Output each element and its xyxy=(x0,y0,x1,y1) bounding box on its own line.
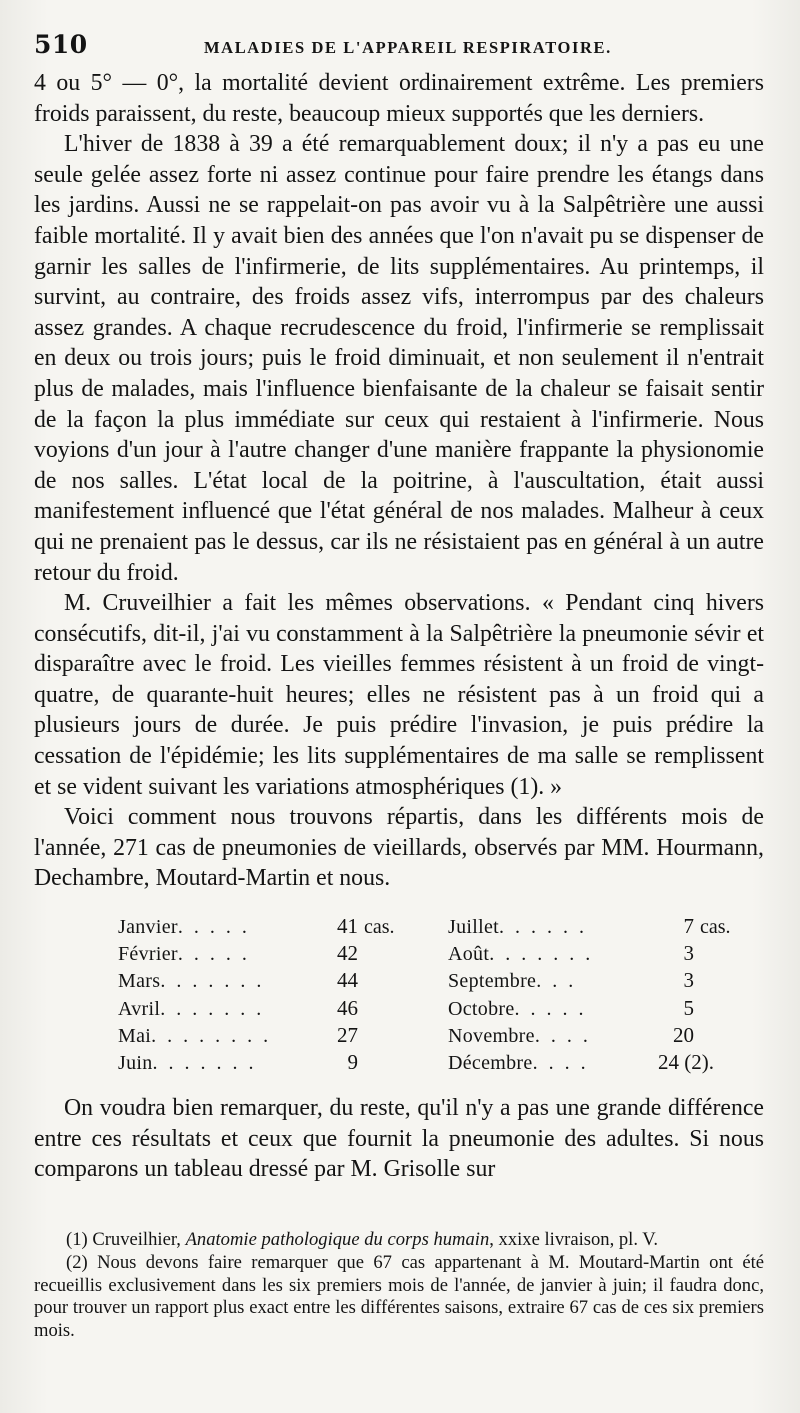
case-unit: cas. xyxy=(364,916,395,939)
page-header xyxy=(34,30,764,64)
leader-dots: . . . . . . xyxy=(499,916,587,939)
leader-dots: . . . . . xyxy=(514,997,587,1020)
leader-dots: . . . . . . . xyxy=(152,1051,257,1074)
leader-dots: . . . . xyxy=(534,1024,591,1047)
case-count: 44 xyxy=(337,968,358,993)
month-label: Septembre xyxy=(448,970,537,993)
footnote-1-rest: , xxixe livraison, pl. V. xyxy=(489,1228,658,1250)
case-count: 46 xyxy=(337,995,358,1020)
case-count: 9 xyxy=(347,1049,358,1074)
table-row xyxy=(118,1050,448,1077)
table-row xyxy=(448,1050,731,1077)
paragraph-comparison: On voudra bien remarquer, du reste, qu'il n'y a pas une grande différence entre ces résultats et ceux que fournit la pneumonie des adultes. Si nous comparons un tableau dressé par M. Grisolle sur xyxy=(34,1095,764,1183)
month-label: Juillet xyxy=(448,916,499,939)
month-label: Mars xyxy=(118,970,161,993)
leader-dots: . . . . . . . . xyxy=(151,1024,272,1047)
month-label: Avril xyxy=(118,997,161,1020)
month-label: Mai xyxy=(118,1024,152,1047)
month-label: Janvier xyxy=(118,916,178,939)
month-label: Octobre xyxy=(448,997,515,1020)
leader-dots: . . . . . xyxy=(177,943,250,966)
footnote-2: (2) Nous devons faire remarquer que 67 cas appartenant à M. Moutard-Martin ont été recueillis exclusivement dans les six premiers mois de l'année, de janvier à juin; il faudra donc, pour trouver un rapport plus exact entre les différentes saisons, extraire 67 cas de ces six premiers mois. xyxy=(34,1251,764,1342)
leader-dots: . . . xyxy=(536,970,577,993)
footnote-1-lead: (1) Cruveilhier, xyxy=(66,1228,186,1250)
case-count: 41 xyxy=(337,914,358,939)
footnote-1-title: Anatomie pathologique du corps humain xyxy=(185,1228,490,1250)
case-count: 24 (2). xyxy=(658,1049,714,1074)
case-count: 3 xyxy=(683,941,694,966)
table-column-left xyxy=(118,914,448,1077)
month-label: Juin xyxy=(118,1051,153,1074)
table-row xyxy=(448,1023,731,1050)
paragraph-monthly-intro: Voici comment nous trouvons répartis, dans les différents mois de l'année, 271 cas de pneumonies de vieillards, observés par MM. Hourmann, Dechambre, Moutard-Martin et nous. xyxy=(34,804,764,892)
paragraph-cruveilhier-quote: M. Cruveilhier a fait les mêmes observations. « Pendant cinq hivers consécutifs, dit-il, j'ai vu constamment à la Salpêtrière la pneumonie sévir et disparaître avec le froid. Les vieilles femmes résistent à un froid de vingt-quatre, de quarante-huit heures; elles ne résistent pas à un froid qui a plusieurs jours de durée. Je puis prédire l'invasion, je puis prédire la cessation de l'épidémie; les lits supplémentaires de ma salle se remplissent et se vident suivant les variations atmosphériques (1). » xyxy=(34,590,764,800)
footnotes xyxy=(34,1229,764,1343)
month-label: Décembre xyxy=(448,1051,533,1074)
running-title: MALADIES DE L'APPAREIL RESPIRATOIRE. xyxy=(204,38,612,57)
table-row xyxy=(118,996,448,1023)
table-row xyxy=(448,941,731,968)
table-row xyxy=(118,968,448,995)
footnote-1 xyxy=(34,1229,764,1252)
body-text-continued xyxy=(34,1093,764,1185)
case-count: 20 xyxy=(673,1022,694,1047)
paragraph-continuation: 4 ou 5° — 0°, la mortalité devient ordinairement extrême. Les premiers froids paraissent, du reste, beaucoup mieux supportés que les derniers. xyxy=(34,70,764,127)
table-row xyxy=(118,914,448,941)
month-label: Février xyxy=(118,943,178,966)
table-column-right xyxy=(448,914,731,1077)
table-row xyxy=(448,914,731,941)
page-number: 510 xyxy=(34,30,88,59)
table-row xyxy=(448,996,731,1023)
leader-dots: . . . . . . . xyxy=(160,997,265,1020)
leader-dots: . . . . . . . xyxy=(160,970,265,993)
paragraph-winter-1838: L'hiver de 1838 à 39 a été remarquablement doux; il n'y a pas eu une seule gelée assez forte ni assez continue pour faire prendre les étangs dans les jardins. Aussi ne se rappelait-on pas avoir vu à la Salpêtrière une aussi faible mortalité. Il y avait bien des années que l'on n'avait pu se dispenser de garnir les salles de l'infirmerie, de lits supplémentaires. Au printemps, il survint, au contraire, des froids assez vifs, interrompus par des chaleurs assez grandes. A chaque recrudescence du froid, l'infirmerie se remplissait en deux ou trois jours; puis le froid diminuait, et non seulement il n'entrait plus de malades, mais l'influence bienfaisante de la chaleur se faisait sentir de la façon la plus immédiate sur ceux qui restaient à l'infirmerie. Nous voyions d'un jour à l'autre changer d'une manière frappante la physionomie de nos salles. L'état local de la poitrine, à l'auscultation, était aussi manifestement influencé que l'état général de nos malades. Malheur à ceux qui ne prenaient pas le dessus, car ils ne résistaient pas en général à un autre retour du froid. xyxy=(34,131,764,586)
month-label: Août xyxy=(448,943,490,966)
monthly-cases-table xyxy=(118,914,764,1077)
case-count: 5 xyxy=(683,995,694,1020)
case-count: 42 xyxy=(337,941,358,966)
leader-dots: . . . . . xyxy=(177,916,250,939)
case-count: 27 xyxy=(337,1022,358,1047)
case-unit: cas. xyxy=(700,916,731,939)
table-row xyxy=(118,1023,448,1050)
case-count: 3 xyxy=(683,968,694,993)
table-row xyxy=(448,968,731,995)
leader-dots: . . . . xyxy=(532,1051,589,1074)
table-row xyxy=(118,941,448,968)
body-text xyxy=(34,68,764,894)
month-label: Novembre xyxy=(448,1024,535,1047)
case-count: 7 xyxy=(683,914,694,939)
leader-dots: . . . . . . . xyxy=(489,943,594,966)
